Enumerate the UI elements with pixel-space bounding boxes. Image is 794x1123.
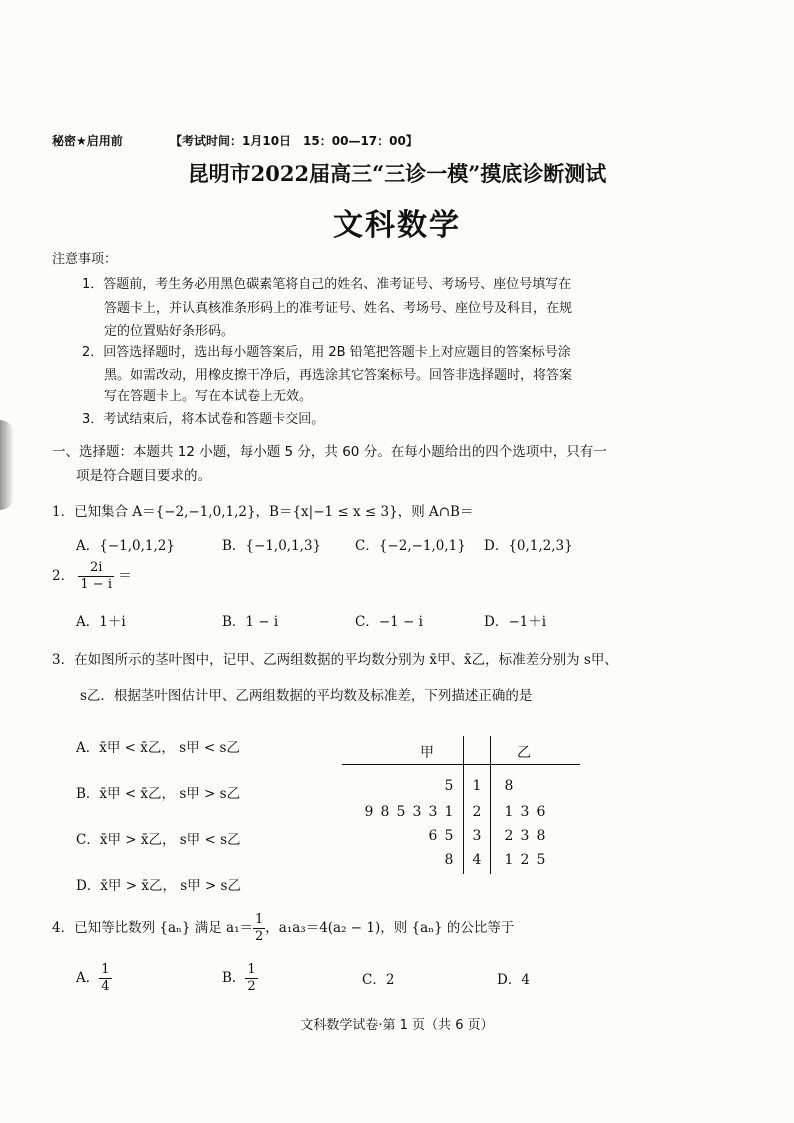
- section-heading-cont: 项是符合题目要求的。: [76, 468, 211, 484]
- stemleaf-left-leaf: 6: [428, 828, 438, 844]
- stemleaf-stem: 1: [472, 778, 482, 794]
- q4-a1-fraction: [253, 912, 265, 945]
- note-line: 答题卡上，并认真核准条形码上的准考证号、姓名、考场号、座位号及科目，在规: [104, 301, 573, 316]
- stemleaf-divider-left: [463, 736, 464, 874]
- question-3-stem-cont: s乙．根据茎叶图估计甲、乙两组数据的平均数及标准差，下列描述正确的是: [80, 688, 533, 704]
- q1-option-b: B．{−1,0,1,3}: [222, 538, 322, 554]
- stemleaf-right-leaf: 6: [536, 804, 546, 820]
- stemleaf-stem: 2: [472, 804, 482, 820]
- exam-title: 昆明市2022届高三“三诊一模”摸底诊断测试: [187, 161, 607, 186]
- question-4-stem: [52, 912, 514, 945]
- q2-equals: ＝: [118, 568, 132, 584]
- q3-option-a: A．x̄甲 < x̄乙， s甲 < s乙: [76, 740, 240, 756]
- exam-time: 【考试时间：1月10日 15：00—17：00】: [170, 134, 418, 148]
- stemleaf-left-leaf: 5: [396, 804, 406, 820]
- q2-option-d: D．−1＋i: [484, 614, 547, 630]
- question-1-stem: 1．已知集合 A＝{−2,−1,0,1,2}，B＝{x|−1 ≤ x ≤ 3}，则 A∩B＝: [52, 504, 474, 520]
- scan-shadow: [0, 420, 14, 510]
- stemleaf-right-leaf: 5: [536, 852, 546, 868]
- q2-option-b: B．1 − i: [222, 614, 279, 630]
- stemleaf-left-leaf: 5: [444, 828, 454, 844]
- stemleaf-left-leaf: 3: [412, 804, 422, 820]
- q2-denominator: 1 − i: [80, 577, 112, 592]
- question-3-stem: 3．在如图所示的茎叶图中，记甲、乙两组数据的平均数分别为 x̄甲、x̄乙，标准差分别为 s甲、: [52, 652, 618, 668]
- stemleaf-right-leaf: 1: [504, 852, 514, 868]
- stemleaf-left-leaf: 9: [364, 804, 374, 820]
- note-line: 黑。如需改动，用橡皮擦干净后，再选涂其它答案标号。回答非选择题时，将答案: [104, 368, 573, 383]
- stemleaf-left-leaf: 1: [444, 804, 454, 820]
- stemleaf-right-label: 乙: [517, 745, 531, 761]
- q4-option-a-numerator: 1: [101, 962, 110, 977]
- stemleaf-stem: 3: [472, 828, 482, 844]
- q2-option-a: A．1＋i: [76, 614, 126, 630]
- stemleaf-right-leaf: 2: [504, 828, 514, 844]
- q4-option-a-fraction: [99, 962, 111, 995]
- note-line: 写在答题卡上。写在本试卷上无效。: [104, 389, 313, 404]
- stemleaf-left-leaf: 3: [428, 804, 438, 820]
- stemleaf-right-leaf: 3: [520, 804, 530, 820]
- q4-option-b-label: B．: [222, 970, 246, 986]
- q4-option-a-label: A．: [76, 970, 100, 986]
- stemleaf-right-leaf: 8: [536, 828, 546, 844]
- page-footer: 文科数学试卷·第 1 页（共 6 页）: [300, 1018, 494, 1033]
- q4-option-c: C．2: [362, 972, 395, 988]
- note-line: 定的位置贴好条形码。: [104, 324, 235, 339]
- q1-option-c: C．{−2,−1,0,1}: [355, 538, 466, 554]
- q3-option-b: B．x̄甲 < x̄乙， s甲 > s乙: [76, 786, 241, 802]
- note-line: 2．回答选择题时，选出每小题答案后，用 2B 铅笔把答题卡上对应题目的答案标号涂: [82, 345, 571, 360]
- stemleaf-left-leaf: 8: [380, 804, 390, 820]
- q1-option-a: A．{−1,0,1,2}: [76, 538, 175, 554]
- stemleaf-left-leaf: 8: [444, 852, 454, 868]
- stemleaf-right-leaf: 2: [520, 852, 530, 868]
- q4-a1-denominator: 2: [255, 929, 264, 944]
- q4-option-b-fraction: [245, 962, 257, 995]
- q4-stem-b: ，a₁a₃＝4(a₂ − 1)，则 {aₙ} 的公比等于: [265, 920, 515, 936]
- stemleaf-divider-right: [490, 736, 491, 874]
- q2-option-c: C．−1 − i: [355, 614, 423, 630]
- q4-option-b-denominator: 2: [247, 979, 256, 994]
- notes-heading: 注意事项：: [52, 252, 118, 267]
- stemleaf-left-label: 甲: [420, 745, 434, 761]
- subject-title: 文科数学: [333, 208, 461, 243]
- stemleaf-header-rule: [342, 764, 580, 765]
- q2-fraction: [78, 560, 114, 593]
- q4-option-a-denominator: 4: [101, 979, 110, 994]
- q4-option-b: [222, 962, 258, 995]
- q2-number: 2．: [52, 568, 75, 584]
- question-2-stem: [52, 560, 132, 593]
- stemleaf-right-leaf: 3: [520, 828, 530, 844]
- q4-stem-a: 4．已知等比数列 {aₙ} 满足 a₁＝: [52, 920, 253, 936]
- q4-option-d: D．4: [497, 972, 530, 988]
- q4-option-a: [76, 962, 112, 995]
- stemleaf-stem: 4: [472, 852, 482, 868]
- stemleaf-left-leaf: 5: [444, 778, 454, 794]
- note-line: 3．考试结束后，将本试卷和答题卡交回。: [82, 412, 325, 427]
- q4-option-b-numerator: 1: [247, 962, 256, 977]
- q4-a1-numerator: 1: [255, 912, 264, 927]
- q1-option-d: D．{0,1,2,3}: [484, 538, 573, 554]
- section-heading: 一、选择题：本题共 12 小题，每小题 5 分，共 60 分。在每小题给出的四个选项中，只有一: [52, 444, 607, 460]
- stemleaf-right-leaf: 1: [504, 804, 514, 820]
- note-line: 1．答题前，考生务必用黑色碳素笔将自己的姓名、准考证号、考场号、座位号填写在: [82, 277, 572, 292]
- q3-option-d: D．x̄甲 > x̄乙， s甲 > s乙: [76, 878, 241, 894]
- q2-numerator: 2i: [78, 560, 114, 577]
- stemleaf-right-leaf: 8: [504, 778, 514, 794]
- secret-label: 秘密★启用前: [52, 134, 123, 148]
- q3-option-c: C．x̄甲 > x̄乙， s甲 < s乙: [76, 832, 241, 848]
